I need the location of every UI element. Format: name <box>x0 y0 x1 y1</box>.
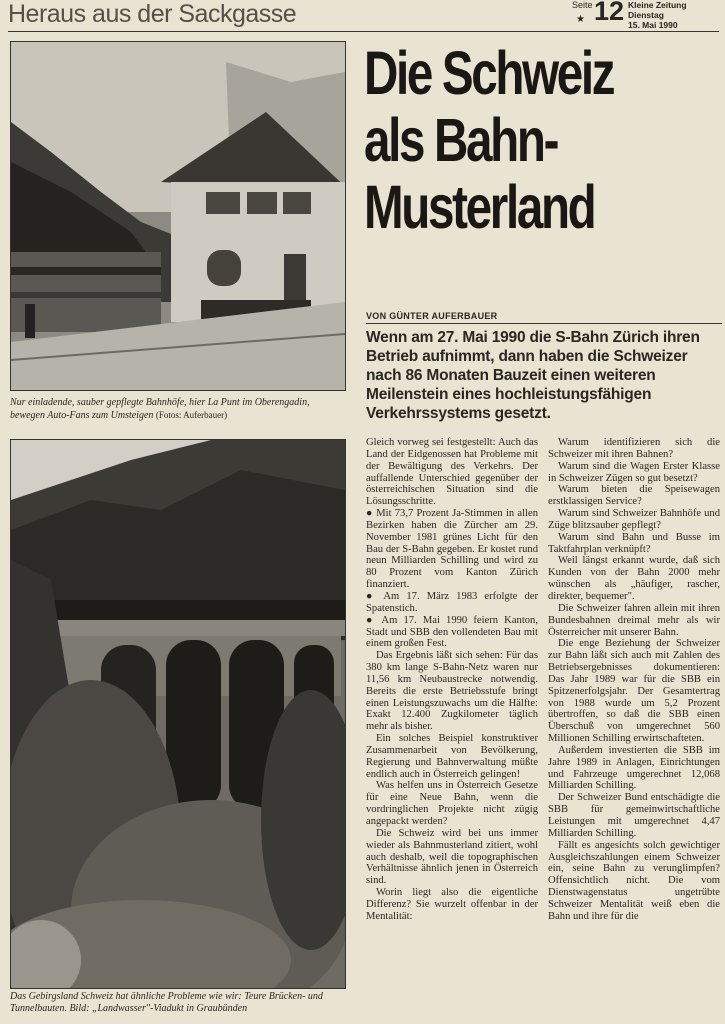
headline-line-3: Musterland <box>364 173 595 241</box>
paragraph: Warum identifizieren sich die Schweizer mit ihren Bahnen? <box>548 437 720 460</box>
paragraph: Warum sind die Wagen Erster Klasse in Schweizer Zügen so gut besetzt? <box>548 460 720 484</box>
paragraph: Die Schweiz wird bei uns immer wieder als Bahnmusterland zitiert, wohl auch deshalb, weil die topographischen Verhältnisse ähnlich jenen in Österreich sind. <box>366 827 538 887</box>
headline <box>364 40 642 241</box>
paragraph: Fällt es angesichts solch gewichtiger Ausgleichszahlungen einem Schweizer ein, seine Bahn zu verunglimpfen? Offensichtlich nicht. Die vom Dienstwagenstatus ungetrübte Schweizer Mentalität weiß eben die Bahn und ihre für die <box>548 839 720 922</box>
page-number: 12 <box>594 0 625 26</box>
paragraph: Gleich vorweg sei festgestellt: Auch das Land der Eidgenossen hat Probleme mit der Bewältigung des Verkehrs. Der auffallende Unterschied gegenüber der österreichischen Situation sind die Lösungsschritte. <box>366 437 538 508</box>
paragraph: Das Ergebnis läßt sich sehen: Für das 380 km lange S-Bahn-Netz waren nur 11,56 km Neubaustrecke notwendig. Bereits die erste Betriebsstufe bringt einen Leistungszuwachs um die Hälfte: Exakt 12.400 Zugkilometer täglich mehr als bisher. <box>366 650 538 733</box>
page-label: Seite <box>572 0 593 10</box>
star-mark: ★ <box>576 14 585 25</box>
publication-name: Kleine Zeitung <box>628 0 687 10</box>
publication-date: 15. Mai 1990 <box>628 20 678 30</box>
paragraph: Die Schweizer fahren allein mit ihren Bundesbahnen dreimal mehr als wir Österreicher mit unserer Bahn. <box>548 602 720 638</box>
paragraph: Worin liegt also die eigentliche Differenz? Sie wurzelt offenbar in der Mentalität: <box>366 887 538 922</box>
byline-rule <box>366 323 722 324</box>
photo1-caption <box>10 397 344 422</box>
bullet-paragraph: ● Am 17. März 1983 erfolgte der Spatenstich. <box>366 590 538 614</box>
paragraph: Ein solches Beispiel konstruktiver Zusammenarbeit von Bevölkerung, Regierung und Bahnverwaltung müßte endlich auch in Österreich gelingen! <box>366 733 538 780</box>
viaduct-photo <box>10 439 346 989</box>
photo-credit: (Fotos: Auferbauer) <box>155 410 228 420</box>
headline-line-1: Die Schweiz <box>364 39 614 107</box>
body-column-1 <box>366 437 538 923</box>
section-rubric: Heraus aus der Sackgasse <box>8 0 297 28</box>
byline: VON GÜNTER AUFERBAUER <box>366 311 498 321</box>
bullet-paragraph: ● Am 17. Mai 1990 feiern Kanton, Stadt und SBB den vollendeten Bau mit einem großen Fest. <box>366 614 538 650</box>
headline-line-2: als Bahn- <box>364 106 558 174</box>
paragraph: Der Schweizer Bund entschädigte die SBB für gemeinwirtschaftliche Leistungen mit umgerechnet 4,47 Milliarden Schilling. <box>548 792 720 839</box>
publication-day: Dienstag <box>628 10 664 20</box>
body-column-2 <box>548 437 720 923</box>
station-photo <box>10 41 346 391</box>
photo2-caption: Das Gebirgsland Schweiz hat ähnliche Probleme wie wir: Teure Brücken- und Tunnelbauten. Bild: „Landwasser"-Viadukt in Graubünden <box>10 991 323 1014</box>
photo1-caption-text: Nur einladende, sauber gepflegte Bahnhöfe, hier La Punt im Oberengadin, bewegen Auto-Fans zum Umsteigen <box>10 397 310 421</box>
paragraph: Warum sind Schweizer Bahnhöfe und Züge blitzsauber gepflegt? <box>548 508 720 531</box>
publication-info <box>628 0 687 30</box>
paragraph: Warum sind Bahn und Busse im Taktfahrplan verknüpft? <box>548 531 720 555</box>
paragraph: Außerdem investierten die SBB im Jahre 1989 in Anlagen, Einrichtungen und Fahrzeuge umgerechnet 12,068 Milliarden Schilling. <box>548 744 720 792</box>
paragraph: Was helfen uns in Österreich Gesetze für eine Neue Bahn, wenn die vordringlichen Projekte nicht zügig angepackt werden? <box>366 780 538 827</box>
paragraph: Die enge Beziehung der Schweizer zur Bahn läßt sich auch mit Zahlen des Betriebsergebnisses dokumentieren: Das Jahr 1989 war für die SBB ein Spitzenerfolgsjahr. Der Gesamtertrag von 1988 wurde um 5,2 Prozent übertroffen, so daß die SBB einen Überschuß von umgerechnet 560 Millionen Schilling erwirtschafteten. <box>548 638 720 745</box>
paragraph: Warum bieten die Speisewagen erstklassigen Service? <box>548 484 720 508</box>
bullet-paragraph: ● Mit 73,7 Prozent Ja-Stimmen in allen Bezirken haben die Zürcher am 29. November 1981 grünes Licht für den Bau der S-Bahn gegeben. Er kostet rund neun Milliarden Schilling und wird zu 80 Prozent vom Kanton Zürich finanziert. <box>366 508 538 591</box>
page-info <box>572 0 722 30</box>
header-rule <box>8 31 719 32</box>
paragraph: Weil längst erkannt wurde, daß sich Kunden von der Bahn 2000 mehr wünschen als „häufiger, rascher, direkter, bequemer". <box>548 555 720 602</box>
lead-paragraph: Wenn am 27. Mai 1990 die S-Bahn Zürich ihren Betrieb aufnimmt, dann haben die Schweizer nach 86 Monaten Bauzeit einen weiteren Meilenstein eines hochleistungsfähigen Verkehrssystems gesetzt. <box>366 329 700 422</box>
